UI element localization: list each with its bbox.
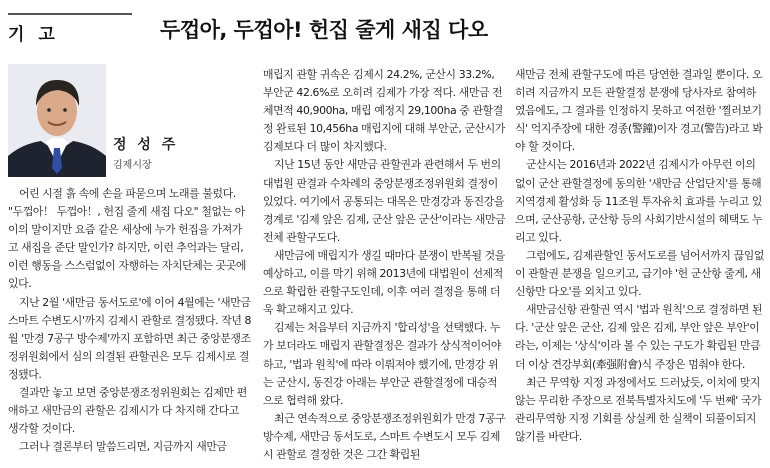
- paragraph: 새만금에 매립지가 생길 때마다 분쟁이 반복될 것을 예상하고, 이를 막기 위해 2013년에 대법원이 선제적으로 확립한 관할구도인데, 이후 여러 결정을 통해 더욱 확고해지고 있다.: [263, 248, 505, 317]
- article-headline: 두껍아, 두껍아! 헌집 줄게 새집 다오: [160, 18, 488, 42]
- paragraph: 지난 15년 동안 새만금 관할권과 관련해서 두 번의 대법원 판결과 수차례의 중앙분쟁조정위원회 결정이 있었다. 여기에서 공통되는 대목은 만경강과 동진강을 경계로 '김제 앞은 김제, 군산 앞은 군산'이라는 새만금 전체 관할구도다.: [263, 158, 506, 244]
- author-portrait-image: [8, 64, 106, 177]
- paragraph: 그러나 결론부터 말씀드리면, 지금까지 새만금: [19, 440, 227, 454]
- article-column-1: [8, 185, 252, 456]
- label-rule: [8, 13, 132, 15]
- author-photo: [8, 64, 106, 177]
- article-column-2: [263, 66, 506, 464]
- paragraph: 결과만 놓고 보면 중앙분쟁조정위원회는 김제만 편애하고 새만금의 관할은 김제시가 다 차지해 간다고 생각할 것이다.: [8, 386, 247, 436]
- paragraph: 최근 연속적으로 중앙분쟁조정위원회가 만경 7공구 방수제, 새만금 동서도로, 스마트 수변도시 모두 김제시 관할로 결정한 것은 그간 확립된: [263, 411, 506, 461]
- paragraph: 어린 시절 흙 속에 손을 파묻으며 노래를 불렀다. "두껍아！ 두껍아！, 헌집 줄게 새집 다오" 철없는 아이의 말이지만 요즘 같은 세상에 누가 헌집을 가져가고 새집을 준단 말인가? 하지만, 이런 추억과는 달리, 이런 행동을 스스럼없이 자행하는 자치단체는 곳곳에 있다.: [8, 187, 246, 291]
- paragraph: 새만금 전체 관할구도에 따른 당연한 결과일 뿐이다. 오히려 지금까지 모든 관할결정 분쟁에 당사자로 참여하였음에도, 그 결과를 인정하지 못하고 여전한 '찔러보기식' 억지주장에 대한 경종(警鐘)이자 경고(警告)라고 봐야 할 것이다.: [515, 68, 763, 154]
- paragraph: 매립지 관할 귀속은 김제시 24.2%, 군산시 33.2%, 부안군 42.6%로 오히려 김제가 가장 적다. 새만금 전체면적 40,900ha, 매립 예정지 29,100ha 중 관할결정 완료된 10,456ha 매립지에 대해 부안군, 군산시가 김제보다 더 많이 차지했다.: [263, 68, 505, 154]
- paragraph: 군산시는 2016년과 2022년 김제시가 아무런 이의 없이 군산 관할결정에 동의한 '새만금 산업단지'를 통해 지역경제 활성화 등 11조원 투자유치 효과를 누리고 있으며, 군산공항, 군산항 등의 사회기반시설의 혜택도 누리고 있다.: [515, 158, 763, 244]
- author-name: 정 성 주: [113, 137, 179, 153]
- paragraph: 김제는 처음부터 지금까지 '합리성'을 선택했다. 누가 보더라도 매립지 관할결정은 결과가 상식적이어야 하고, '법과 원칙'에 따라 이뤄져야 했기에, 만경강 위는 군산시, 동진강 아래는 부안군 관할결정에 대승적으로 협력해 왔다.: [263, 321, 501, 407]
- paragraph: 새만금신항 관할권 역시 '법과 원칙'으로 결정하면 된다. '군산 앞은 군산, 김제 앞은 김제, 부안 앞은 부안'이라는, 이제는 '상식'이라 볼 수 있는 구도가 확립된 만큼 더 이상 견강부회(牽强附會)식 주장은 멈춰야 한다.: [515, 303, 763, 371]
- article-column-3: [515, 66, 765, 446]
- section-label: 기 고: [8, 25, 59, 45]
- paragraph: 그럼에도, 김제관할인 동서도로를 넘어서까지 끊임없이 관할권 분쟁을 일으키고, 급기야 '헌 군산항 줄게, 새 신항만 다오'를 외치고 있다.: [515, 248, 764, 299]
- author-title: 김제시장: [113, 160, 152, 171]
- paragraph: 최근 무역항 지정 과정에서도 드러났듯, 이치에 맞지 않는 무리한 주장으로 전북특별자치도에 '두 번째' 국가관리무역항 지정 기회를 상실케 한 실책이 되풀이되지 않기를 바란다.: [515, 375, 762, 443]
- paragraph: 지난 2월 '새만금 동서도로'에 이어 4월에는 '새만금 스마트 수변도시'까지 김제시 관할로 결정됐다. 작년 8월 '만경 7공구 방수제'까지 포함하면 최근 중앙분쟁조정위원회에서 심의 의결된 관할권은 모두 김제시로 결정됐다.: [8, 295, 252, 381]
